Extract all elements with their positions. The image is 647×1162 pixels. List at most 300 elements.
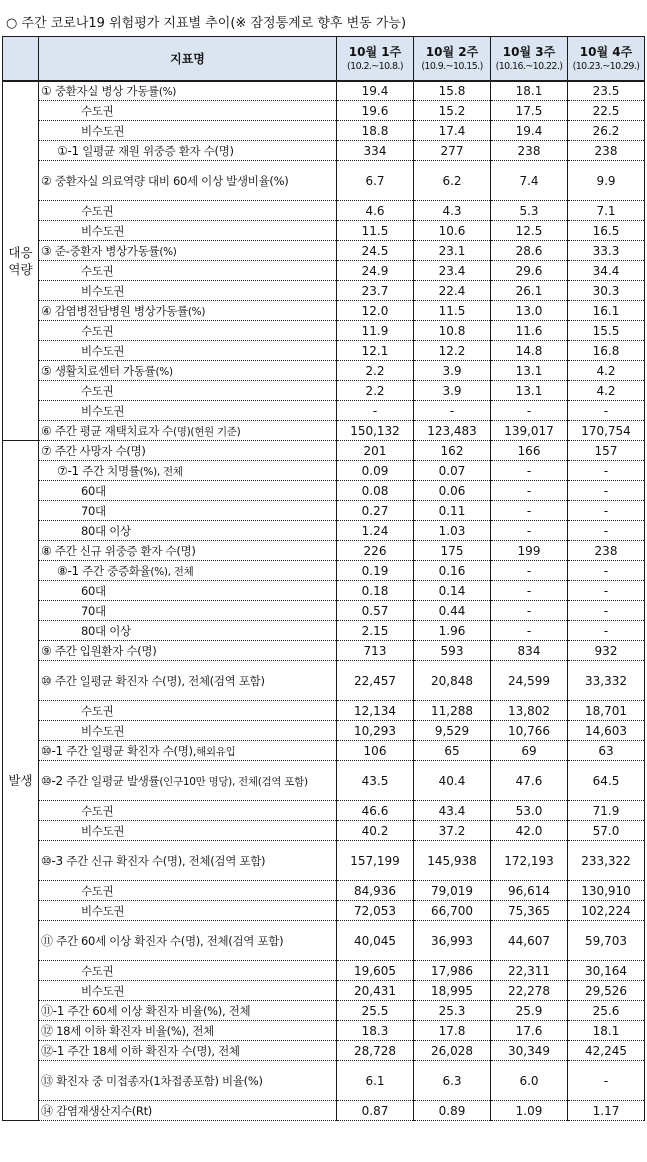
- table-row: [3, 161, 645, 201]
- indicator-name: 비수도권: [81, 824, 125, 838]
- table-row: [3, 401, 645, 421]
- value-cell-week-1: 0.08: [337, 481, 414, 501]
- indicator-number: ①: [41, 83, 52, 98]
- value-cell-week-2: 0.07: [414, 461, 491, 481]
- value-cell-week-4: -: [568, 501, 645, 521]
- value-cell-week-4: -: [568, 401, 645, 421]
- value-cell-week-2: 17.4: [414, 121, 491, 141]
- table-row: [3, 641, 645, 661]
- value-cell-week-2: 15.8: [414, 81, 491, 101]
- value-cell-week-2: 22.4: [414, 281, 491, 301]
- indicator-cell: [39, 121, 337, 141]
- table-row: [3, 501, 645, 521]
- indicator-cell: [39, 801, 337, 821]
- value-cell-week-1: 0.19: [337, 561, 414, 581]
- table-row: [3, 821, 645, 841]
- value-cell-week-1: 0.18: [337, 581, 414, 601]
- indicator-qualifier: (명)(현원 기준): [172, 425, 241, 438]
- value-cell-week-1: 12.0: [337, 301, 414, 321]
- table-row: [3, 561, 645, 581]
- value-cell-week-3: 28.6: [491, 241, 568, 261]
- value-cell-week-3: 42.0: [491, 821, 568, 841]
- indicator-name: 비수도권: [81, 724, 125, 738]
- indicator-cell: [39, 1101, 337, 1121]
- indicator-cell: [39, 521, 337, 541]
- value-cell-week-3: 5.3: [491, 201, 568, 221]
- value-cell-week-4: 15.5: [568, 321, 645, 341]
- indicator-name: 주간 일평균 발생률: [66, 773, 160, 788]
- value-cell-week-1: 10,293: [337, 721, 414, 741]
- table-row: [3, 201, 645, 221]
- indicator-cell: [39, 321, 337, 341]
- value-cell-week-1: 12.1: [337, 341, 414, 361]
- value-cell-week-2: 79,019: [414, 881, 491, 901]
- indicator-cell: [39, 421, 337, 441]
- indicator-name: 주간 일평균 확진자 수(명), 전체(검역 포함): [54, 674, 265, 688]
- value-cell-week-3: 24,599: [491, 661, 568, 701]
- value-cell-week-3: 1.09: [491, 1101, 568, 1121]
- indicator-number: ⑬: [41, 1074, 53, 1088]
- value-cell-week-4: 130,910: [568, 881, 645, 901]
- value-cell-week-1: 12,134: [337, 701, 414, 721]
- indicator-name: 준-중환자 병상가동률: [54, 243, 160, 258]
- indicator-name: 중환자실 의료역량 대비 60세 이상 발생비율(%): [54, 174, 289, 188]
- value-cell-week-2: 20,848: [414, 661, 491, 701]
- indicator-cell: [39, 541, 337, 561]
- indicator-number: ①-1: [57, 144, 79, 158]
- indicator-name: 주간 60세 이상 확진자 수(명), 전체(검역 포함): [56, 934, 284, 948]
- value-cell-week-3: 166: [491, 441, 568, 461]
- indicator-cell: [39, 141, 337, 161]
- value-cell-week-2: 3.9: [414, 361, 491, 381]
- indicator-number: ⑦-1: [57, 463, 79, 478]
- indicator-name: 주간 중증화율: [82, 563, 151, 578]
- indicator-name: 비수도권: [81, 404, 125, 418]
- table-header-row: [3, 37, 645, 81]
- value-cell-week-3: 139,017: [491, 421, 568, 441]
- value-cell-week-3: 22,278: [491, 981, 568, 1001]
- value-cell-week-3: 69: [491, 741, 568, 761]
- risk-indicator-table: [2, 36, 645, 1121]
- indicator-cell: [39, 721, 337, 741]
- week-2-label: 10월 2주: [425, 44, 479, 59]
- value-cell-week-3: 12.5: [491, 221, 568, 241]
- indicator-name: 비수도권: [81, 284, 125, 298]
- week-1-header: [337, 37, 414, 81]
- value-cell-week-3: 29.6: [491, 261, 568, 281]
- value-cell-week-1: -: [337, 401, 414, 421]
- indicator-name: 60대: [81, 584, 106, 598]
- value-cell-week-3: -: [491, 401, 568, 421]
- value-cell-week-2: 17.8: [414, 1021, 491, 1041]
- value-cell-week-3: 19.4: [491, 121, 568, 141]
- week-4-range: (10.23.~10.29.): [572, 60, 640, 72]
- value-cell-week-1: 1.24: [337, 521, 414, 541]
- indicator-name: 비수도권: [81, 224, 125, 238]
- value-cell-week-4: 4.2: [568, 361, 645, 381]
- value-cell-week-2: 37.2: [414, 821, 491, 841]
- indicator-name: 70대: [81, 604, 106, 618]
- value-cell-week-4: 33.3: [568, 241, 645, 261]
- group-label-cell: [3, 81, 39, 441]
- indicator-name: 수도권: [81, 964, 114, 978]
- indicator-number: ⑤: [41, 363, 52, 378]
- value-cell-week-4: 1.17: [568, 1101, 645, 1121]
- indicator-cell: [39, 621, 337, 641]
- value-cell-week-2: 162: [414, 441, 491, 461]
- value-cell-week-1: 28,728: [337, 1041, 414, 1061]
- table-row: [3, 901, 645, 921]
- indicator-qualifier: (인구10만 명당), 전체(검역 포함): [159, 775, 308, 788]
- indicator-qualifier: (%): [159, 245, 177, 258]
- value-cell-week-2: 6.2: [414, 161, 491, 201]
- indicator-cell: [39, 401, 337, 421]
- value-cell-week-3: 22,311: [491, 961, 568, 981]
- indicator-cell: [39, 741, 337, 761]
- value-cell-week-3: 6.0: [491, 1061, 568, 1101]
- value-cell-week-2: 65: [414, 741, 491, 761]
- indicator-qualifier: 해외유입: [196, 745, 236, 758]
- value-cell-week-2: 3.9: [414, 381, 491, 401]
- value-cell-week-1: 40.2: [337, 821, 414, 841]
- value-cell-week-3: 238: [491, 141, 568, 161]
- value-cell-week-4: 157: [568, 441, 645, 461]
- value-cell-week-4: 30,164: [568, 961, 645, 981]
- value-cell-week-2: 23.1: [414, 241, 491, 261]
- indicator-name: 수도권: [81, 384, 114, 398]
- table-row: [3, 921, 645, 961]
- indicator-name: 주간 일평균 확진자 수(명),: [66, 743, 197, 758]
- indicator-cell: [39, 821, 337, 841]
- value-cell-week-1: 0.57: [337, 601, 414, 621]
- value-cell-week-1: 334: [337, 141, 414, 161]
- value-cell-week-1: 18.3: [337, 1021, 414, 1041]
- value-cell-week-1: 11.5: [337, 221, 414, 241]
- value-cell-week-1: 2.2: [337, 381, 414, 401]
- value-cell-week-3: 53.0: [491, 801, 568, 821]
- value-cell-week-2: 40.4: [414, 761, 491, 801]
- indicator-number: ⑦: [41, 444, 52, 458]
- value-cell-week-4: 57.0: [568, 821, 645, 841]
- indicator-number: ⑨: [41, 644, 52, 658]
- value-cell-week-3: -: [491, 461, 568, 481]
- value-cell-week-2: 26,028: [414, 1041, 491, 1061]
- value-cell-week-3: -: [491, 501, 568, 521]
- value-cell-week-2: 593: [414, 641, 491, 661]
- table-row: [3, 1021, 645, 1041]
- indicator-cell: [39, 381, 337, 401]
- value-cell-week-3: -: [491, 581, 568, 601]
- indicator-name: 주간 사망자 수(명): [54, 444, 146, 458]
- value-cell-week-3: 172,193: [491, 841, 568, 881]
- value-cell-week-4: -: [568, 561, 645, 581]
- indicator-cell: [39, 761, 337, 801]
- value-cell-week-3: 47.6: [491, 761, 568, 801]
- value-cell-week-2: 0.06: [414, 481, 491, 501]
- value-cell-week-4: 64.5: [568, 761, 645, 801]
- value-cell-week-3: 25.9: [491, 1001, 568, 1021]
- value-cell-week-3: 17.5: [491, 101, 568, 121]
- week-1-range: (10.2.~10.8.): [347, 60, 403, 72]
- indicator-cell: [39, 241, 337, 261]
- value-cell-week-4: 18,701: [568, 701, 645, 721]
- value-cell-week-2: 66,700: [414, 901, 491, 921]
- indicator-cell: [39, 501, 337, 521]
- value-cell-week-2: 175: [414, 541, 491, 561]
- table-row: [3, 801, 645, 821]
- indicator-column-header: 지표명: [39, 37, 337, 81]
- value-cell-week-4: 33,332: [568, 661, 645, 701]
- indicator-name: 80대 이상: [81, 624, 131, 638]
- value-cell-week-3: 199: [491, 541, 568, 561]
- value-cell-week-1: 40,045: [337, 921, 414, 961]
- value-cell-week-1: 72,053: [337, 901, 414, 921]
- value-cell-week-4: 4.2: [568, 381, 645, 401]
- value-cell-week-1: 18.8: [337, 121, 414, 141]
- value-cell-week-3: -: [491, 601, 568, 621]
- value-cell-week-1: 0.09: [337, 461, 414, 481]
- value-cell-week-2: 18,995: [414, 981, 491, 1001]
- table-row: [3, 841, 645, 881]
- value-cell-week-2: 12.2: [414, 341, 491, 361]
- indicator-number: ③: [41, 243, 52, 258]
- value-cell-week-3: 13.1: [491, 381, 568, 401]
- indicator-cell: [39, 901, 337, 921]
- indicator-qualifier: (%), 전체: [150, 565, 194, 578]
- indicator-name: 주간 18세 이하 확진자 수(명), 전체: [67, 1044, 240, 1058]
- value-cell-week-4: 238: [568, 541, 645, 561]
- value-cell-week-2: 0.44: [414, 601, 491, 621]
- value-cell-week-1: 84,936: [337, 881, 414, 901]
- value-cell-week-3: 834: [491, 641, 568, 661]
- value-cell-week-2: 123,483: [414, 421, 491, 441]
- table-row: [3, 1061, 645, 1101]
- value-cell-week-4: -: [568, 601, 645, 621]
- value-cell-week-2: 11,288: [414, 701, 491, 721]
- indicator-name: 수도권: [81, 204, 114, 218]
- table-row: [3, 381, 645, 401]
- table-row: [3, 741, 645, 761]
- group-label: 발생: [8, 773, 33, 788]
- value-cell-week-3: 7.4: [491, 161, 568, 201]
- table-row: [3, 241, 645, 261]
- table-row: [3, 1101, 645, 1121]
- value-cell-week-1: 6.1: [337, 1061, 414, 1101]
- indicator-cell: [39, 341, 337, 361]
- indicator-qualifier: (%): [155, 365, 173, 378]
- indicator-number: ⑪-1: [41, 1004, 65, 1018]
- indicator-cell: [39, 701, 337, 721]
- value-cell-week-4: -: [568, 581, 645, 601]
- indicator-cell: [39, 961, 337, 981]
- value-cell-week-3: -: [491, 481, 568, 501]
- table-row: [3, 661, 645, 701]
- week-1-label: 10월 1주: [348, 44, 402, 59]
- indicator-name: 수도권: [81, 104, 114, 118]
- indicator-cell: [39, 261, 337, 281]
- table-row: [3, 441, 645, 461]
- indicator-name: 수도권: [81, 264, 114, 278]
- value-cell-week-4: 25.6: [568, 1001, 645, 1021]
- table-row: [3, 121, 645, 141]
- table-row: [3, 481, 645, 501]
- value-cell-week-4: 238: [568, 141, 645, 161]
- indicator-cell: [39, 581, 337, 601]
- indicator-number: ⑧: [41, 544, 52, 558]
- indicator-qualifier: (%): [158, 85, 177, 98]
- value-cell-week-3: 17.6: [491, 1021, 568, 1041]
- value-cell-week-4: 71.9: [568, 801, 645, 821]
- value-cell-week-3: 18.1: [491, 81, 568, 101]
- indicator-cell: [39, 1041, 337, 1061]
- indicator-number: ⑩-3: [41, 854, 63, 868]
- value-cell-week-1: 2.15: [337, 621, 414, 641]
- value-cell-week-2: 36,993: [414, 921, 491, 961]
- indicator-name: 80대 이상: [81, 524, 131, 538]
- week-2-header: [414, 37, 491, 81]
- value-cell-week-4: 7.1: [568, 201, 645, 221]
- value-cell-week-1: 46.6: [337, 801, 414, 821]
- value-cell-week-4: -: [568, 621, 645, 641]
- table-row: [3, 581, 645, 601]
- indicator-name: 주간 평균 재택치료자 수: [54, 423, 173, 438]
- value-cell-week-1: 19.4: [337, 81, 414, 101]
- value-cell-week-2: 0.16: [414, 561, 491, 581]
- indicator-number: ⑥: [41, 423, 52, 438]
- value-cell-week-3: 14.8: [491, 341, 568, 361]
- indicator-name: 중환자실 병상 가동률: [54, 83, 159, 98]
- value-cell-week-4: 16.8: [568, 341, 645, 361]
- indicator-name: 주간 60세 이상 확진자 비율(%), 전체: [67, 1004, 251, 1018]
- value-cell-week-1: 201: [337, 441, 414, 461]
- table-row: [3, 881, 645, 901]
- value-cell-week-2: 277: [414, 141, 491, 161]
- value-cell-week-3: 26.1: [491, 281, 568, 301]
- table-row: [3, 621, 645, 641]
- table-row: [3, 301, 645, 321]
- table-row: [3, 721, 645, 741]
- indicator-name: 감염재생산지수(Rt): [56, 1104, 152, 1118]
- table-row: [3, 521, 645, 541]
- value-cell-week-4: 18.1: [568, 1021, 645, 1041]
- indicator-name: 비수도권: [81, 904, 125, 918]
- indicator-cell: [39, 361, 337, 381]
- table-row: [3, 341, 645, 361]
- week-3-label: 10월 3주: [502, 44, 556, 59]
- table-row: [3, 1001, 645, 1021]
- table-row: [3, 1041, 645, 1061]
- value-cell-week-3: -: [491, 621, 568, 641]
- table-row: [3, 141, 645, 161]
- indicator-cell: [39, 641, 337, 661]
- week-3-range: (10.16.~10.22.): [495, 60, 563, 72]
- indicator-name: 수도권: [81, 704, 114, 718]
- value-cell-week-3: 96,614: [491, 881, 568, 901]
- value-cell-week-4: -: [568, 461, 645, 481]
- indicator-number: ⑩-2: [41, 773, 63, 788]
- indicator-name: 비수도권: [81, 984, 125, 998]
- page-title: ○ 주간 코로나19 위험평가 지표별 추이(※ 잠정통계로 향후 변동 가능): [6, 16, 407, 31]
- table-row: [3, 701, 645, 721]
- value-cell-week-2: 17,986: [414, 961, 491, 981]
- value-cell-week-2: 0.11: [414, 501, 491, 521]
- indicator-number: ⑩-1: [41, 743, 63, 758]
- indicator-cell: [39, 301, 337, 321]
- table-row: [3, 961, 645, 981]
- value-cell-week-4: 233,322: [568, 841, 645, 881]
- value-cell-week-2: 1.96: [414, 621, 491, 641]
- indicator-number: ⑪: [41, 934, 53, 948]
- value-cell-week-1: 11.9: [337, 321, 414, 341]
- value-cell-week-4: 42,245: [568, 1041, 645, 1061]
- indicator-cell: [39, 481, 337, 501]
- value-cell-week-1: 19,605: [337, 961, 414, 981]
- value-cell-week-2: 0.89: [414, 1101, 491, 1121]
- indicator-cell: [39, 921, 337, 961]
- table-body: [3, 81, 645, 1121]
- value-cell-week-1: 23.7: [337, 281, 414, 301]
- value-cell-week-1: 25.5: [337, 1001, 414, 1021]
- table-row: [3, 601, 645, 621]
- value-cell-week-4: -: [568, 1061, 645, 1101]
- group-column-header: [3, 37, 39, 81]
- value-cell-week-3: 11.6: [491, 321, 568, 341]
- value-cell-week-2: 11.5: [414, 301, 491, 321]
- value-cell-week-3: 10,766: [491, 721, 568, 741]
- value-cell-week-4: 30.3: [568, 281, 645, 301]
- indicator-number: ⑫: [41, 1024, 53, 1038]
- value-cell-week-4: 932: [568, 641, 645, 661]
- value-cell-week-4: 16.1: [568, 301, 645, 321]
- indicator-cell: [39, 1061, 337, 1101]
- table-row: [3, 761, 645, 801]
- value-cell-week-3: 75,365: [491, 901, 568, 921]
- value-cell-week-1: 106: [337, 741, 414, 761]
- indicator-cell: [39, 201, 337, 221]
- value-cell-week-2: 15.2: [414, 101, 491, 121]
- value-cell-week-4: 26.2: [568, 121, 645, 141]
- indicator-cell: [39, 981, 337, 1001]
- value-cell-week-2: -: [414, 401, 491, 421]
- table-row: [3, 421, 645, 441]
- value-cell-week-2: 25.3: [414, 1001, 491, 1021]
- value-cell-week-1: 226: [337, 541, 414, 561]
- indicator-name: 비수도권: [81, 344, 125, 358]
- value-cell-week-4: 29,526: [568, 981, 645, 1001]
- indicator-name: 생활치료센터 가동률: [54, 363, 156, 378]
- value-cell-week-2: 0.14: [414, 581, 491, 601]
- indicator-cell: [39, 841, 337, 881]
- indicator-number: ⑩: [41, 674, 52, 688]
- indicator-name: 70대: [81, 504, 106, 518]
- value-cell-week-3: 13.0: [491, 301, 568, 321]
- indicator-cell: [39, 1001, 337, 1021]
- indicator-cell: [39, 441, 337, 461]
- week-4-header: [568, 37, 645, 81]
- indicator-name: 비수도권: [81, 124, 125, 138]
- value-cell-week-4: -: [568, 481, 645, 501]
- group-label: 대응 역량: [8, 244, 33, 277]
- value-cell-week-4: 63: [568, 741, 645, 761]
- value-cell-week-4: 34.4: [568, 261, 645, 281]
- table-row: [3, 221, 645, 241]
- table-row: [3, 981, 645, 1001]
- indicator-name: 일평균 재원 위중증 환자 수(명): [82, 144, 234, 158]
- value-cell-week-1: 150,132: [337, 421, 414, 441]
- indicator-cell: [39, 561, 337, 581]
- indicator-name: 주간 입원환자 수(명): [54, 644, 157, 658]
- indicator-number: ⑧-1: [57, 563, 79, 578]
